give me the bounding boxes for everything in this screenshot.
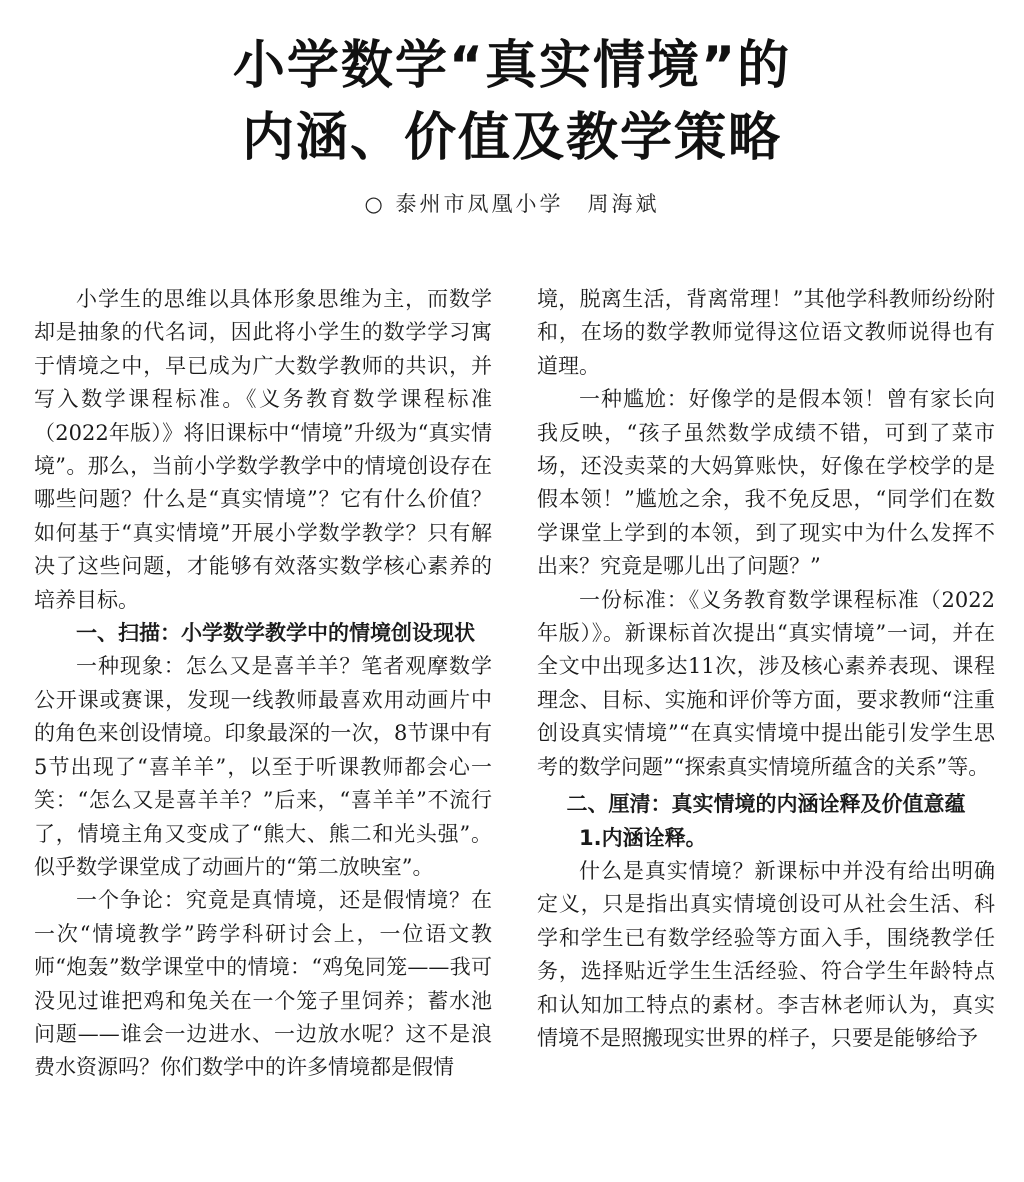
section-heading-1: 一、扫描：小学数学教学中的情境创设现状 — [76, 621, 475, 646]
left-text-column — [34, 283, 492, 1085]
awkward-paragraph: 一种尴尬：好像学的是假本领！曾有家长向我反映，“孩子虽然数学成绩不错，可到了菜市场，还没卖菜的大妈算账快，好像在学校学的是假本领！”尴尬之余，我不免反思，“同学们在数学课堂上学到的本领，到了现实中为什么发挥不出来？究竟是哪儿出了问题？” — [537, 387, 995, 579]
article-title-line-1: 小学数学“真实情境”的 — [232, 36, 792, 96]
author-byline: ○ 泰州市凤凰小学 周海斌 — [364, 192, 660, 216]
right-text-column — [537, 283, 995, 1055]
definition-paragraph: 什么是真实情境？新课标中并没有给出明确定义，只是指出真实情境创设可从社会生活、科学和学生已有数学经验等方面入手，围绕教学任务，选择贴近学生生活经验、符合学生年龄特点和认知加工特点的素材。李吉林老师认为，真实情境不是照搬现实世界的样子，只要是能够给予 — [537, 858, 995, 1050]
section-heading-2: 二、厘清：真实情境的内涵诠释及价值意蕴 — [566, 792, 966, 817]
standard-paragraph: 一份标准：《义务教育数学课程标准（2022年版）》。新课标首次提出“真实情境”一词，并在全文中出现多达11次，涉及核心素养表现、课程理念、目标、实施和评价等方面，要求教师“注重创设真实情境”“在真实情境中提出能引发学生思考的数学问题”“探索真实情境所蕴含的关系”等。 — [537, 587, 995, 779]
intro-paragraph: 小学生的思维以具体形象思维为主，而数学却是抽象的代名词，因此将小学生的数学学习寓于情境之中，早已成为广大数学教师的共识，并写入数学课程标准。《义务教育数学课程标准（2022年版）》将旧课标中“情境”升级为“真实情境”。那么，当前小学数学教学中的情境创设存在哪些问题？什么是“真实情境”？它有什么价值？如何基于“真实情境”开展小学数学教学？只有解决了这些问题，才能够有效落实数学核心素养的培养目标。 — [34, 287, 492, 612]
subsection-heading: 1.内涵诠释。 — [579, 825, 707, 850]
debate-paragraph-continued: 境，脱离生活，背离常理！”其他学科教师纷纷附和，在场的数学教师觉得这位语文教师说得也有道理。 — [537, 287, 995, 378]
phenomenon-paragraph: 一种现象：怎么又是喜羊羊？笔者观摩数学公开课或赛课，发现一线教师最喜欢用动画片中的角色来创设情境。印象最深的一次，8节课中有5节出现了“喜羊羊”，以至于听课教师都会心一笑：“怎么又是喜羊羊？”后来，“喜羊羊”不流行了，情境主角又变成了“熊大、熊二和光头强”。似乎数学课堂成了动画片的“第二放映室”。 — [34, 654, 492, 879]
article-title-line-2: 内涵、价值及教学策略 — [241, 108, 782, 168]
debate-paragraph: 一个争论：究竟是真情境，还是假情境？在一次“情境教学”跨学科研讨会上，一位语文教师“炮轰”数学课堂中的情境：“鸡兔同笼——我可没见过谁把鸡和兔关在一个笼子里饲养；蓄水池问题——谁会一边进水、一边放水呢？这不是浪费水资源吗？你们数学中的许多情境都是假情 — [34, 888, 492, 1080]
